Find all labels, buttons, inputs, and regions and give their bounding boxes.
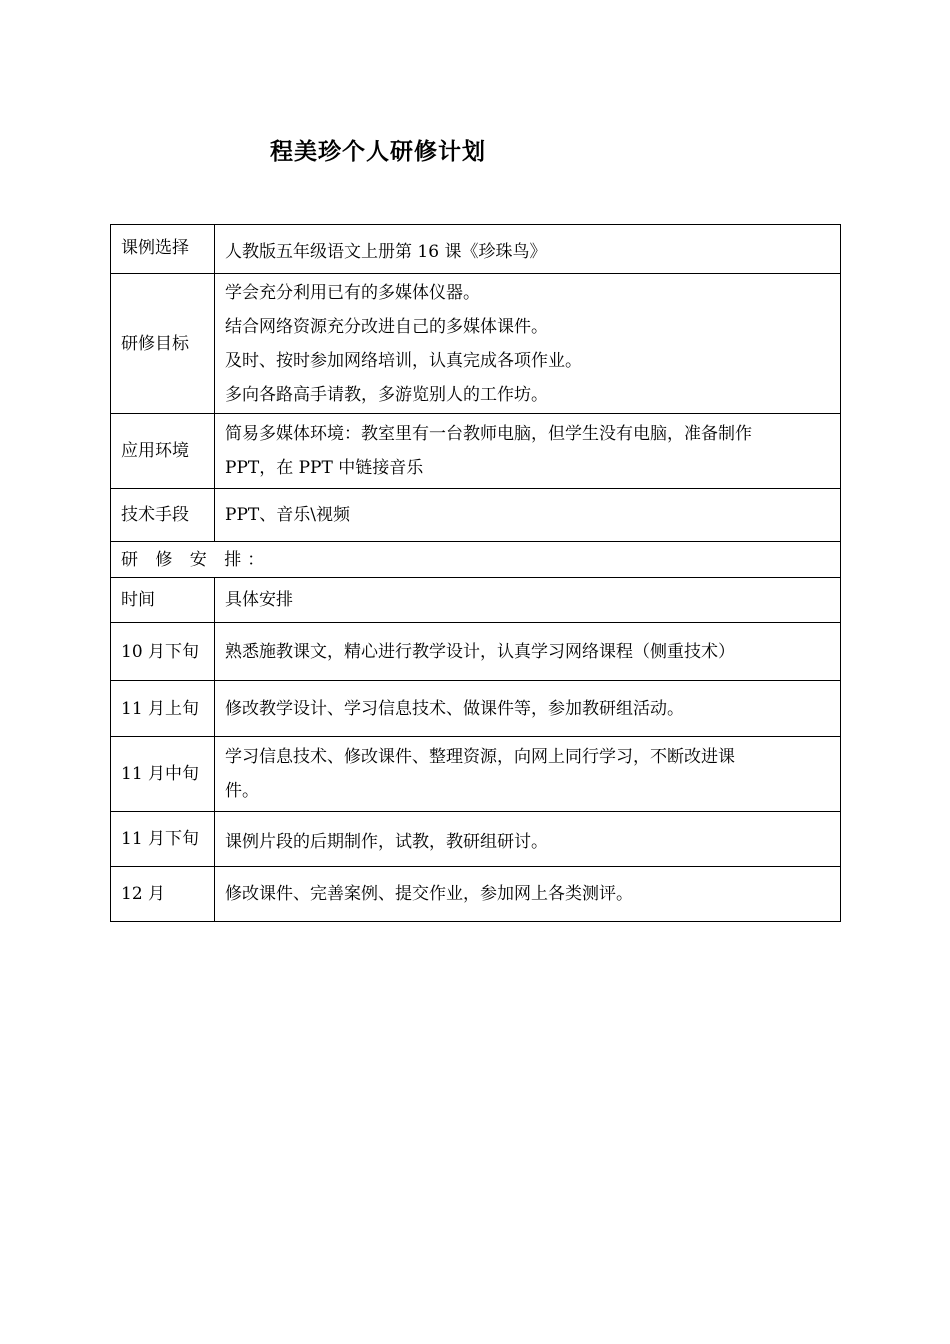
schedule-plan bbox=[215, 623, 841, 681]
schedule-plan bbox=[215, 737, 841, 812]
schedule-section-label: 研 修 安 排： bbox=[111, 542, 841, 578]
environment-line: 简易多媒体环境：教室里有一台教师电脑，但学生没有电脑，准备制作 bbox=[225, 424, 752, 444]
info-row-lesson bbox=[111, 225, 841, 274]
schedule-line: 修改教学设计、学习信息技术、做课件等，参加教研组活动。 bbox=[225, 698, 684, 719]
schedule-header-plan: 具体安排 bbox=[215, 578, 841, 623]
environment-line: PPT，在 PPT 中链接音乐 bbox=[225, 458, 424, 478]
schedule-header-row bbox=[111, 578, 841, 623]
schedule-section-row bbox=[111, 542, 841, 578]
document-title: 程美珍个人研修计划 bbox=[270, 139, 486, 165]
schedule-line: 学习信息技术、修改课件、整理资源，向网上同行学习，不断改进课 bbox=[225, 747, 735, 767]
schedule-time: 11 月上旬 bbox=[111, 681, 215, 737]
schedule-plan bbox=[215, 681, 841, 737]
info-label-environment: 应用环境 bbox=[111, 414, 215, 489]
schedule-line: 熟悉施教课文，精心进行教学设计，认真学习网络课程（侧重技术） bbox=[225, 641, 735, 662]
goal-line: 结合网络资源充分改进自己的多媒体课件。 bbox=[225, 316, 548, 337]
schedule-row bbox=[111, 737, 841, 812]
schedule-row bbox=[111, 867, 841, 922]
schedule-plan bbox=[215, 812, 841, 867]
schedule-row bbox=[111, 812, 841, 867]
goal-line: 及时、按时参加网络培训，认真完成各项作业。 bbox=[225, 350, 582, 371]
schedule-row bbox=[111, 681, 841, 737]
research-plan-table bbox=[110, 224, 841, 922]
schedule-plan bbox=[215, 867, 841, 922]
info-line: 人教版五年级语文上册第 16 课《珍珠鸟》 bbox=[225, 242, 547, 262]
info-value-goals bbox=[215, 274, 841, 414]
info-value-lesson bbox=[215, 225, 841, 274]
schedule-time: 11 月下旬 bbox=[111, 812, 215, 867]
schedule-time: 10 月下旬 bbox=[111, 623, 215, 681]
schedule-line: 件。 bbox=[225, 781, 259, 801]
schedule-time: 12 月 bbox=[111, 867, 215, 922]
schedule-time: 11 月中旬 bbox=[111, 737, 215, 812]
schedule-line: 修改课件、完善案例、提交作业，参加网上各类测评。 bbox=[225, 884, 633, 904]
info-label-tech: 技术手段 bbox=[111, 489, 215, 542]
info-value-tech bbox=[215, 489, 841, 542]
schedule-header-time: 时间 bbox=[111, 578, 215, 623]
tech-line: PPT、音乐\视频 bbox=[225, 505, 350, 525]
goal-line: 多向各路高手请教，多游览别人的工作坊。 bbox=[225, 384, 548, 405]
info-row-tech bbox=[111, 489, 841, 542]
schedule-row bbox=[111, 623, 841, 681]
goal-line: 学会充分利用已有的多媒体仪器。 bbox=[225, 282, 480, 303]
info-row-environment bbox=[111, 414, 841, 489]
info-label-goals: 研修目标 bbox=[111, 274, 215, 414]
info-label-lesson: 课例选择 bbox=[111, 225, 215, 274]
info-value-environment bbox=[215, 414, 841, 489]
schedule-line: 课例片段的后期制作，试教，教研组研讨。 bbox=[225, 832, 548, 852]
info-row-goals bbox=[111, 274, 841, 414]
